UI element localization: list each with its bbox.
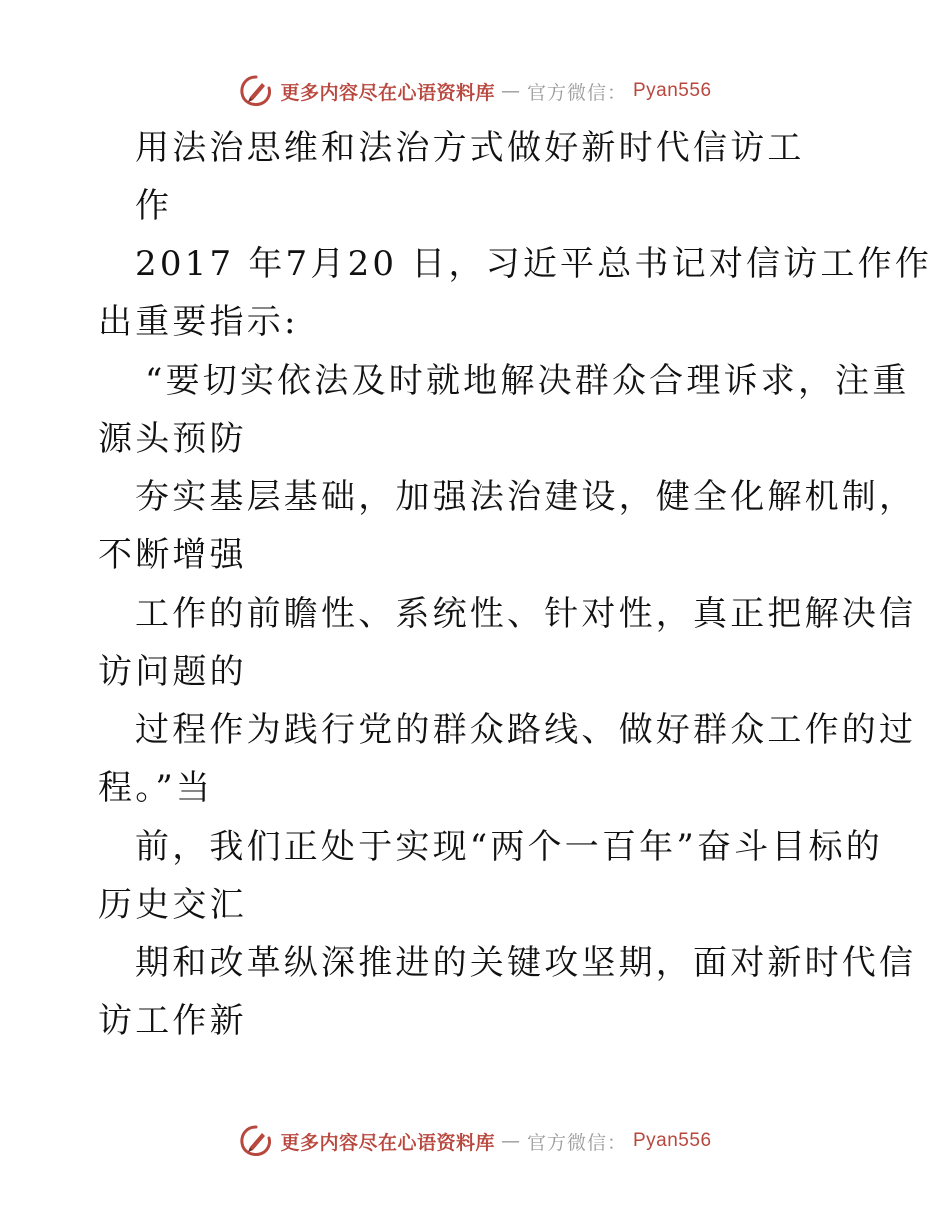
pen-nib-swirl-icon [238, 73, 274, 109]
body-line: 历史交汇 [98, 885, 247, 925]
banner-wechat-id: Pyan556 [633, 1130, 712, 1151]
banner-brand-text: 更多内容尽在心语资料库 [280, 81, 495, 104]
banner-wechat-label: 官方微信： [526, 1131, 627, 1154]
footer-watermark-banner [0, 1121, 950, 1161]
banner-wechat-id: Pyan556 [633, 80, 712, 101]
body-line: 2017 年7月20 日，习近平总书记对信访工作作 [135, 244, 933, 284]
banner-brand-text: 更多内容尽在心语资料库 [280, 1131, 495, 1154]
body-line: 工作的前瞻性、系统性、针对性，真正把解决信 [135, 594, 917, 634]
body-line: 不断增强 [98, 535, 247, 575]
document-title-line-2: 作 [135, 186, 173, 226]
pen-nib-swirl-icon [238, 1123, 274, 1159]
banner-wechat-label: 官方微信： [526, 81, 627, 104]
banner-separator: — [500, 1130, 521, 1152]
banner-separator: — [500, 80, 521, 102]
body-line: 出重要指示: [98, 302, 299, 342]
body-line: “要切实依法及时就地解决群众合理诉求，注重 [145, 361, 910, 401]
body-line: 夯实基层基础，加强法治建设，健全化解机制， [135, 477, 917, 517]
body-line: 前，我们正处于实现“两个一百年”奋斗目标的 [135, 827, 883, 867]
document-title-line-1: 用法治思维和法治方式做好新时代信访工 [135, 128, 805, 168]
body-line: 源头预防 [98, 419, 247, 459]
body-line: 期和改革纵深推进的关键攻坚期，面对新时代信 [135, 943, 917, 983]
body-line: 访问题的 [98, 652, 247, 692]
body-line: 过程作为践行党的群众路线、做好群众工作的过 [135, 710, 917, 750]
body-line: 程。”当 [98, 768, 214, 808]
header-watermark-banner [0, 71, 950, 111]
body-line: 访工作新 [98, 1001, 247, 1041]
